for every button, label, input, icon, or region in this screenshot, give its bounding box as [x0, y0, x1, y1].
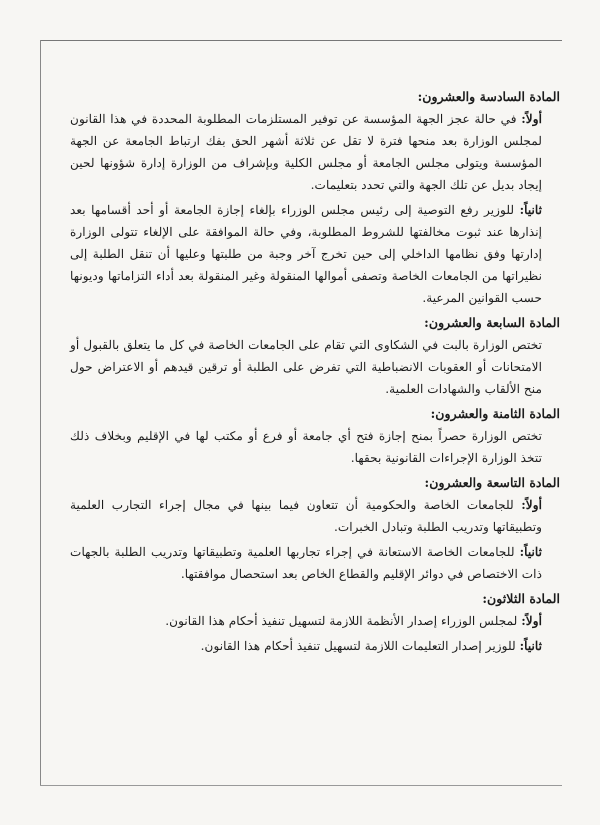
clause-text: للجامعات الخاصة الاستعانة في إجراء تجاربها العلمية وتطبيقاتها وتدريب الطلبة بالجهات ذات الاختصاص في دوائر الإقليم والقطاع الخاص بعد استحصال موافقتها.: [70, 545, 542, 581]
clause-label: ثانياً:: [519, 203, 543, 217]
clause-label: أولاً:: [521, 112, 543, 126]
article-26: [62, 86, 560, 309]
article-27: [62, 312, 560, 400]
article-clause: [62, 610, 560, 632]
article-heading: المادة الثامنة والعشرون:: [430, 406, 560, 421]
article-29: [62, 472, 560, 585]
article-heading: المادة الثلاثون:: [482, 591, 560, 606]
clause-text: تختص الوزارة بالبت في الشكاوى التي تقام على الجامعات الخاصة في كل ما يتعلق بالقبول أو الامتحانات أو العقوبات الانضباطية التي تفرض على الطلبة أو ترقين قيدهم أو الاعتراض حول منح الألقاب والشهادات العلمية.: [70, 338, 542, 396]
article-clause: [62, 635, 560, 657]
clause-label: أولاً:: [521, 614, 542, 628]
article-heading: المادة التاسعة والعشرون:: [424, 475, 560, 490]
article-clause: [62, 541, 560, 585]
clause-text: للجامعات الخاصة والحكومية أن تتعاون فيما بينها في مجال إجراء التجارب العلمية وتطبيقاتها وتدريب الطلبة وتبادل الخبرات.: [70, 498, 542, 534]
page-frame-left-line: [40, 40, 41, 785]
clause-text: تختص الوزارة حصراً بمنح إجازة فتح أي جامعة أو فرع أو مكتب لها في الإقليم وبخلاف ذلك تتخذ الوزارة الإجراءات القانونية بحقها.: [70, 429, 542, 465]
page-frame-top-line: [40, 40, 562, 41]
clause-label: ثانياً:: [519, 639, 542, 653]
article-clause: [62, 334, 560, 400]
page-frame-bottom-line: [40, 785, 562, 786]
clause-text: في حالة عجز الجهة المؤسسة عن توفير المستلزمات المطلوبة المحددة في هذا القانون لمجلس الوزارة بعد منحها فترة لا تقل عن ثلاثة أشهر الحق بفك ارتباط الجامعة عن الجهة المؤسسة ويتولى مجلس الجامعة أو مجلس الكلية وبإشراف من الوزارة إدارة شؤونها لحين إيجاد بديل عن تلك الجهة والتي تحدد بتعليمات.: [70, 112, 542, 192]
clause-text: للوزير رفع التوصية إلى رئيس مجلس الوزراء بإلغاء إجازة الجامعة أو أحد أقسامها بعد إنذارها عند ثبوت مخالفتها للشروط المطلوبة، وفي حالة الموافقة على الإلغاء تتولى الوزارة إدارتها وفق نظامها الداخلي إلى حين تخرج آخر وجبة من طلبتها وعليها أن تنقل الطلبة إلى نظيراتها من الجامعات الخاصة وتصفى أموالها المنقولة وغير المنقولة بعد أداء التزاماتها وديونها حسب القوانين المرعية.: [70, 203, 542, 305]
document-body: [62, 86, 560, 660]
clause-text: لمجلس الوزراء إصدار الأنظمة اللازمة لتسهيل تنفيذ أحكام هذا القانون.: [165, 614, 518, 628]
article-clause: [62, 425, 560, 469]
clause-label: ثانياً:: [519, 545, 542, 559]
article-30: [62, 588, 560, 657]
clause-label: أولاً:: [521, 498, 543, 512]
article-clause: [62, 494, 560, 538]
article-clause: [62, 199, 560, 309]
article-clause: [62, 108, 560, 196]
article-heading: المادة السابعة والعشرون:: [424, 315, 560, 330]
article-28: [62, 403, 560, 469]
article-heading: المادة السادسة والعشرون:: [417, 89, 560, 104]
clause-text: للوزير إصدار التعليمات اللازمة لتسهيل تنفيذ أحكام هذا القانون.: [200, 639, 516, 653]
